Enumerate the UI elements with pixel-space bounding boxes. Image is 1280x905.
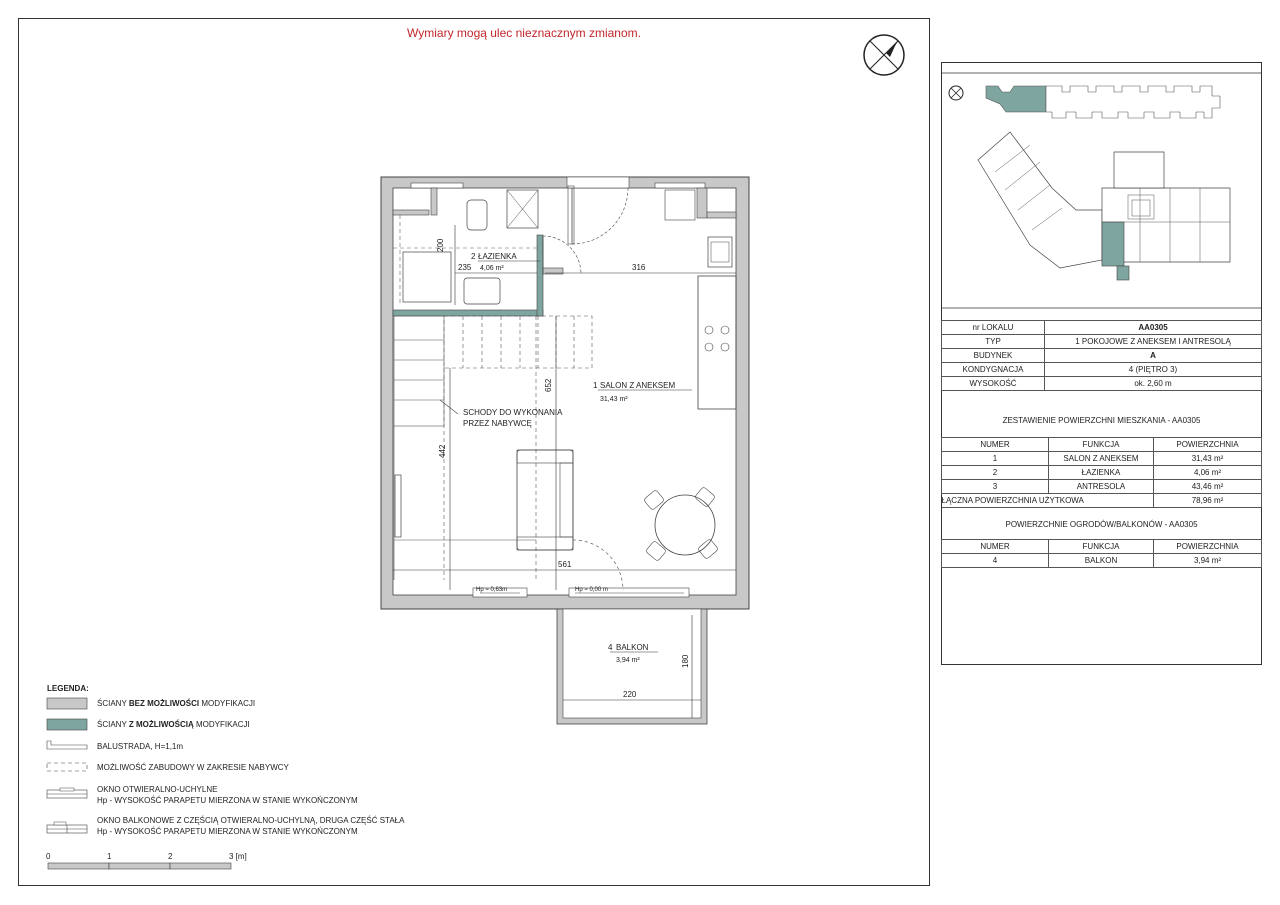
dimension-561: 561 [558, 560, 572, 569]
north-arrow-icon [864, 35, 904, 75]
scale-label-2: 2 [168, 852, 173, 861]
legend-text: MODYFIKACJI [199, 699, 256, 708]
legend-text: ŚCIANY [97, 720, 129, 729]
stairs-note-line2: PRZEZ NABYWCĘ [463, 419, 532, 428]
row-label: KONDYGNACJA [942, 363, 1045, 377]
dimension-200: 200 [436, 238, 445, 252]
scale-label-3: 3 [m] [229, 852, 247, 861]
floor-level: 4 (PIĘTRO 3) [1045, 363, 1262, 377]
row-label: TYP [942, 335, 1045, 349]
cell-number: 4 [942, 554, 1049, 568]
cell-area: 4,06 m² [1154, 466, 1262, 480]
cell-function: BALKON [1049, 554, 1154, 568]
dimension-220: 220 [623, 690, 637, 699]
table-row [942, 466, 1262, 480]
cell-area: 43,46 m² [1154, 480, 1262, 494]
dimension-235: 235 [458, 263, 472, 272]
cell-number: 3 [942, 480, 1049, 494]
cell-area: 3,94 m² [1154, 554, 1262, 568]
room-4-name: BALKON [616, 643, 649, 652]
building-key-plan [941, 73, 1262, 308]
window-label-2: Hp = 0,00 m [575, 587, 608, 593]
building: A [1045, 349, 1262, 363]
legend-text: MODYFIKACJI [193, 720, 250, 729]
room-1-number: 1 [593, 381, 598, 390]
room-4-number: 4 [608, 643, 613, 652]
table-row [942, 452, 1262, 466]
cell-area: 31,43 m² [1154, 452, 1262, 466]
dimension-652: 652 [544, 378, 553, 392]
dimension-180: 180 [681, 654, 690, 668]
col-number: NUMER [942, 540, 1049, 554]
compass-icon [949, 86, 963, 100]
legend-text-bold: Z MOŻLIWOŚCIĄ [128, 720, 194, 729]
legend-balustrade: BALUSTRADA, H=1,1m [97, 742, 184, 751]
cell-function: ŁAZIENKA [1049, 466, 1154, 480]
table-row [942, 321, 1262, 335]
legend-window-line1: OKNO OTWIERALNO-UCHYLNE [97, 785, 218, 794]
room-2-name: ŁAZIENKA [478, 252, 517, 261]
legend-text-bold: BEZ MOŻLIWOŚCI [128, 699, 200, 708]
scale-label-0: 0 [46, 852, 51, 861]
legend-balcony-window-line2: Hp - WYSOKOŚĆ PARAPETU MIERZONA W STANIE WYKOŃCZONYM [97, 827, 358, 836]
stairs-note-line1: SCHODY DO WYKONANIA [463, 408, 563, 417]
table-header [942, 438, 1262, 452]
cell-number: 1 [942, 452, 1049, 466]
table-row [942, 554, 1262, 568]
room-1-area: 31,43 m² [600, 396, 628, 403]
room-2-number: 2 [471, 252, 476, 261]
table-row [942, 363, 1262, 377]
scale-label-1: 1 [107, 852, 112, 861]
height: ok. 2,60 m [1045, 377, 1262, 391]
legend-swatches [47, 698, 87, 833]
room-4-area: 3,94 m² [616, 657, 640, 664]
scale-bar [46, 852, 247, 869]
room-2-area: 4,06 m² [480, 265, 504, 272]
area-summary-table [941, 437, 1262, 508]
table-row-total [942, 494, 1262, 508]
legend-wall-fixed [97, 699, 255, 708]
cell-function: ANTRESOLA [1049, 480, 1154, 494]
unit-number: AA0305 [1045, 321, 1262, 335]
table-header [942, 540, 1262, 554]
table-row [942, 377, 1262, 391]
room-1-name: SALON Z ANEKSEM [600, 381, 676, 390]
col-area: POWIERZCHNIA [1154, 540, 1262, 554]
window-label-1: Hp = 0,63m [476, 587, 508, 593]
legend-text: ŚCIANY [97, 699, 129, 708]
row-label: WYSOKOŚĆ [942, 377, 1045, 391]
cell-number: 2 [942, 466, 1049, 480]
unit-type: 1 POKOJOWE Z ANEKSEM I ANTRESOLĄ [1045, 335, 1262, 349]
dimension-316: 316 [632, 263, 646, 272]
col-function: FUNKCJA [1049, 540, 1154, 554]
balcony-title: POWIERZCHNIE OGRODÓW/BALKONÓW - AA0305 [1005, 520, 1198, 529]
table-row [942, 349, 1262, 363]
summary-title: ZESTAWIENIE POWIERZCHNI MIESZKANIA - AA0305 [1002, 416, 1201, 425]
cell-function: SALON Z ANEKSEM [1049, 452, 1154, 466]
legend-balcony-window-line1: OKNO BALKONOWE Z CZĘŚCIĄ OTWIERALNO-UCHYLNĄ, DRUGA CZĘŚĆ STAŁA [97, 816, 405, 825]
dimension-442: 442 [438, 444, 447, 458]
row-label: BUDYNEK [942, 349, 1045, 363]
col-area: POWIERZCHNIA [1154, 438, 1262, 452]
unit-info-table [941, 320, 1262, 391]
col-function: FUNKCJA [1049, 438, 1154, 452]
legend-buildable: MOŻLIWOŚĆ ZABUDOWY W ZAKRESIE NABYWCY [97, 763, 289, 772]
table-row [942, 335, 1262, 349]
legend-wall-modifiable [97, 720, 250, 729]
tv-unit [395, 475, 401, 537]
legend-title: LEGENDA: [47, 684, 89, 693]
dimension-notice: Wymiary mogą ulec nieznacznym zmianom. [407, 26, 641, 40]
total-value: 78,96 m² [1154, 494, 1262, 508]
legend-window-line2: Hp - WYSOKOŚĆ PARAPETU MIERZONA W STANIE WYKOŃCZONYM [97, 796, 358, 805]
col-number: NUMER [942, 438, 1049, 452]
balcony-table [941, 539, 1262, 568]
table-row [942, 480, 1262, 494]
row-label: nr LOKALU [942, 321, 1045, 335]
total-label: ŁĄCZNA POWIERZCHNIA UŻYTKOWA [942, 494, 1154, 508]
